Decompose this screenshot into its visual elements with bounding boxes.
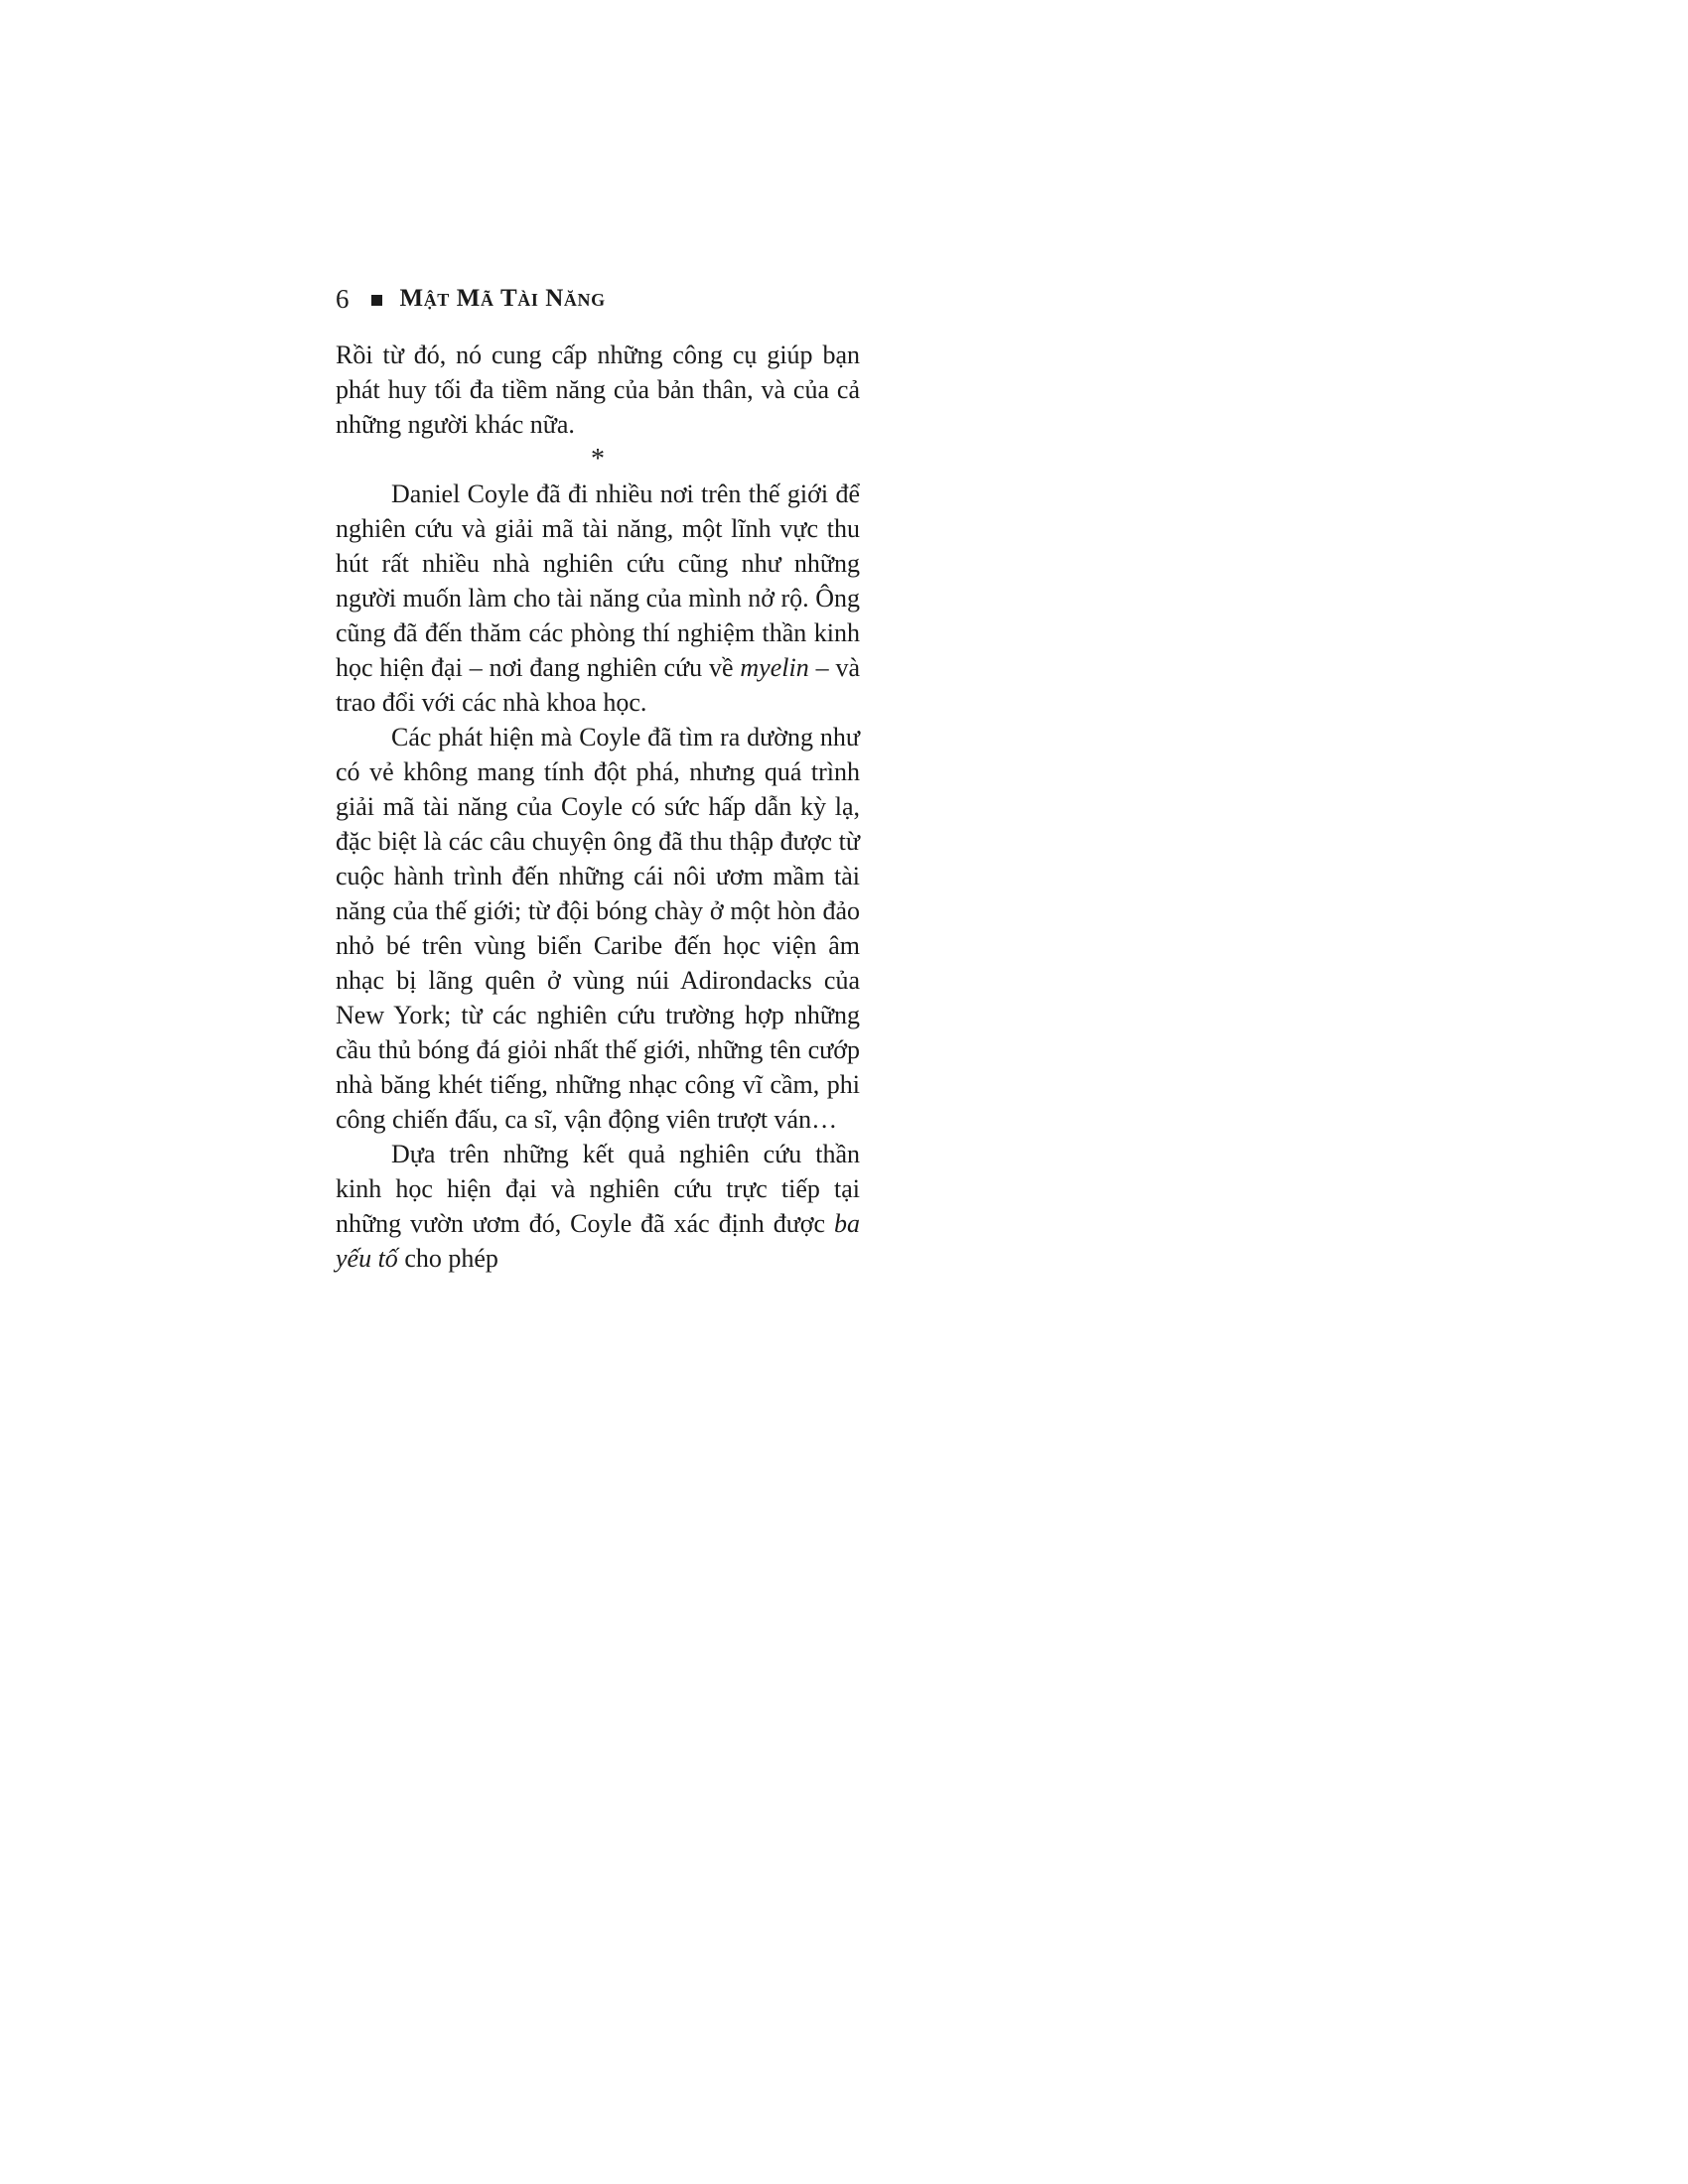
paragraph: Các phát hiện mà Coyle đã tìm ra dường như có vẻ không mang tính đột phá, nhưng quá trình giải mã tài năng của Coyle có sức hấp dẫn kỳ lạ, đặc biệt là các câu chuyện ông đã thu thập được từ cuộc hành trình đến những cái nôi ươm mầm tài năng của thế giới; từ đội bóng chày ở một hòn đảo nhỏ bé trên vùng biển Caribe đến học viện âm nhạc bị lãng quên ở vùng núi Adirondacks của New York; từ các nghiên cứu trường hợp những cầu thủ bóng đá giỏi nhất thế giới, những tên cướp nhà băng khét tiếng, những nhạc công vĩ cầm, phi công chiến đấu, ca sĩ, vận động viên trượt ván… bbox=[336, 723, 860, 1134]
section-break: * bbox=[591, 444, 605, 475]
page-content bbox=[336, 284, 860, 1276]
paragraph: Dựa trên những kết quả nghiên cứu thần kinh học hiện đại và nghiên cứu trực tiếp tại những vườn ươm đó, Coyle đã xác định được ba yếu tố cho phép bbox=[336, 1140, 860, 1273]
paragraph: Daniel Coyle đã đi nhiều nơi trên thế giới để nghiên cứu và giải mã tài năng, một lĩnh vực thu hút rất nhiều nhà nghiên cứu cũng như những người muốn làm cho tài năng của mình nở rộ. Ông cũng đã đến thăm các phòng thí nghiệm thần kinh học hiện đại – nơi đang nghiên cứu về myelin – và trao đổi với các nhà khoa học. bbox=[336, 479, 860, 717]
running-header bbox=[336, 284, 860, 314]
paragraph: Rồi từ đó, nó cung cấp những công cụ giúp bạn phát huy tối đa tiềm năng của bản thân, và của cả những người khác nữa. bbox=[336, 341, 860, 439]
square-bullet-icon bbox=[371, 295, 382, 306]
page-number: 6 bbox=[336, 284, 350, 314]
chapter-title: Mật Mã Tài Năng bbox=[399, 285, 606, 312]
body-text bbox=[336, 338, 860, 1276]
